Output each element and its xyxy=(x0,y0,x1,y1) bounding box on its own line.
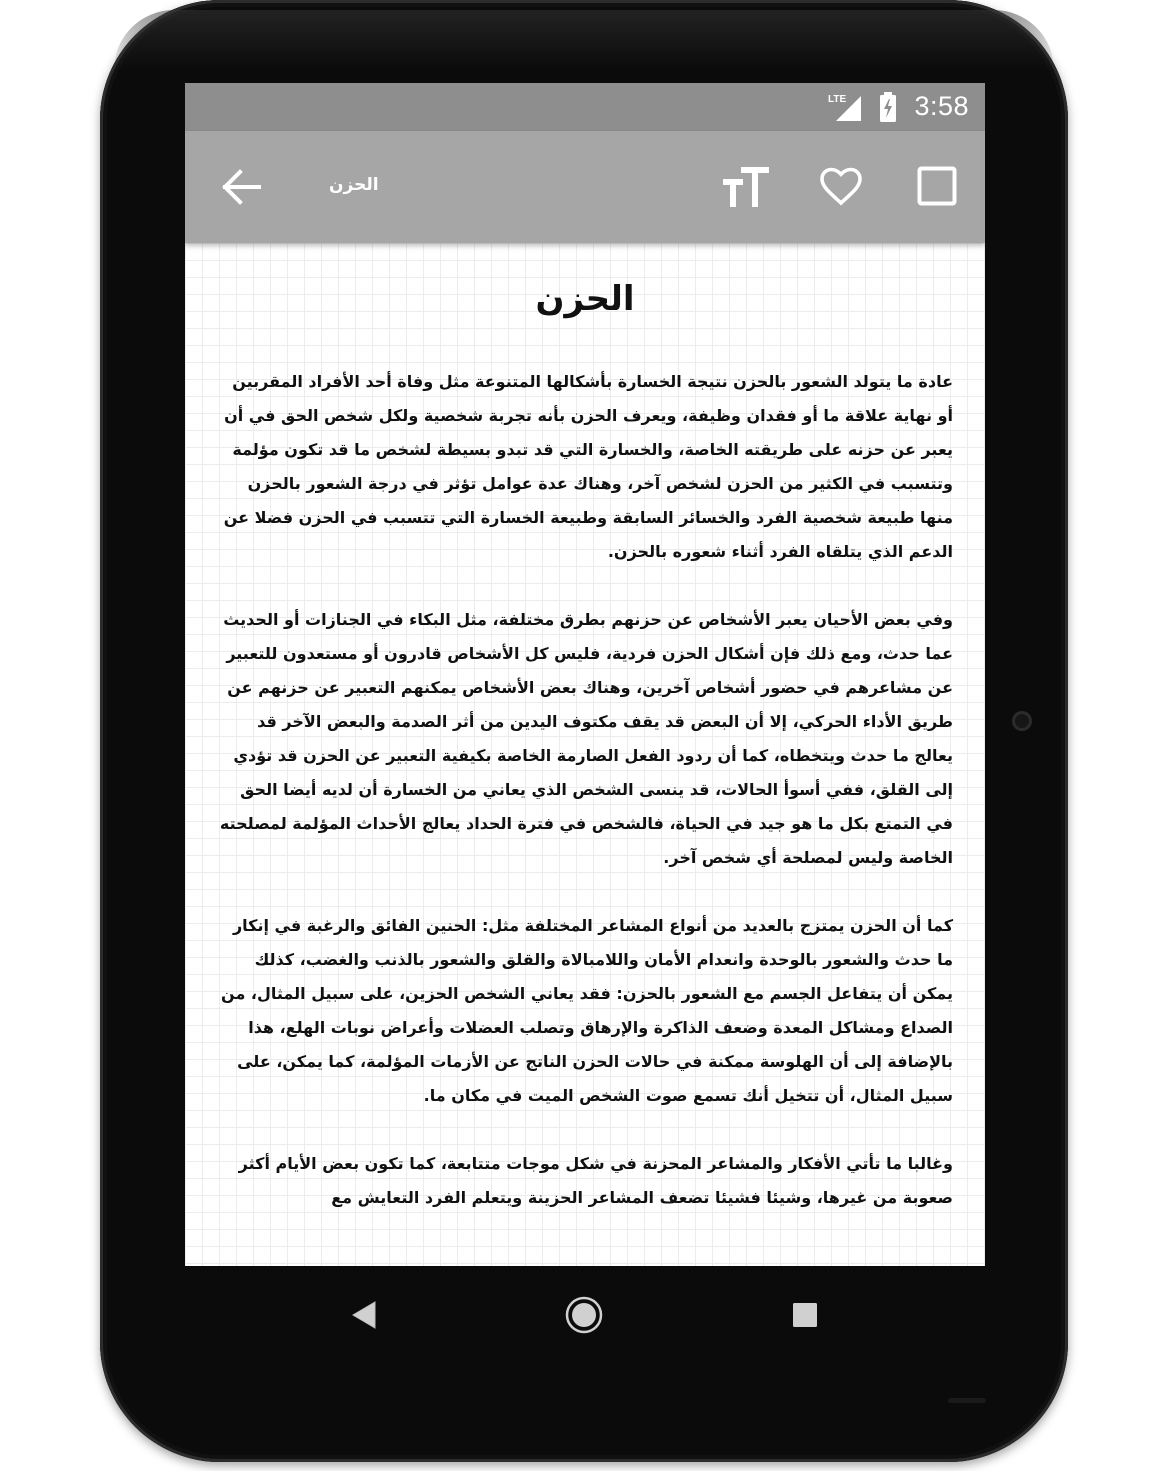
status-bar xyxy=(185,83,985,131)
speaker-grille xyxy=(948,1398,986,1403)
app-title: الحزن xyxy=(329,175,379,195)
article-scroll-area[interactable] xyxy=(185,243,985,1266)
article-paragraph: وفي بعض الأحيان يعبر الأشخاص عن حزنهم بطرق مختلفة، مثل البكاء في الجنازات أو الحديث عما حدث، ومع ذلك فإن أشكال الحزن فردية، فليس كل الأشخاص قادرون أو مستعدون للتعبير عن مشاعرهم في حضور أشخاص آخرين، وهناك بعض الأشخاص يمكنهم التعبير عن حزنهم عن طريق الأداء الحركي، إلا أن البعض قد يقف مكتوف اليدين من أثر الصدمة والبعض الآخر قد يعالج ما حدث ويتخطاه، كما أن ردود الفعل الصارمة الخاصة بكيفية التعبير عن الحزن قد تؤدي إلى القلق، ففي أسوأ الحالات، قد ينسى الشخص الذي يعاني من الخسارة أن لديه أيضا الحق في التمتع بكل ما هو جيد في الحياة، فالشخص في فترة الحداد يعالج الأحداث المؤلمة لمصلحته الخاصة وليس لمصلحة أي شخص آخر. xyxy=(219,610,953,867)
favorite-button[interactable] xyxy=(819,165,863,209)
navigation-bar xyxy=(185,1266,985,1362)
arrow-left-icon xyxy=(225,172,259,202)
text-size-icon xyxy=(723,167,769,207)
article-paragraph: كما أن الحزن يمتزج بالعديد من أنواع المشاعر المختلفة مثل: الحنين الفائق والرغبة في إنكار ما حدث والشعور بالوحدة وانعدام الأمان واللامبالاة والقلق والشعور بالذنب والغضب، كذلك يمكن أن يتفاعل الجسم مع الشعور بالحزن: فقد يعاني الشخص الحزين، على سبيل المثال، من الصداع ومشاكل المعدة وضعف الذاكرة والإرهاق وتصلب العضلات وأعراض نوبات الهلع، هذا بالإضافة إلى أن الهلوسة ممكنة في حالات الحزن الناتج عن الأزمات المؤلمة، كما يمكن، على سبيل المثال، أن تتخيل أنك تسمع صوت الشخص الميت في مكان ما. xyxy=(221,916,953,1105)
nav-home-button[interactable] xyxy=(565,1296,603,1334)
square-outline-icon xyxy=(920,169,955,204)
article-paragraph: عادة ما يتولد الشعور بالحزن نتيجة الخسارة بأشكالها المتنوعة مثل وفاة أحد الأفراد المقربين أو نهاية علاقة ما أو فقدان وظيفة، ويعرف الحزن بأنه تجربة شخصية ولكل شخص الحق في أن يعبر عن حزنه على طريقته الخاصة، والخسارة التي قد تبدو بسيطة لشخص ما قد تكون مؤلمة وتتسبب في الكثير من الحزن لشخص آخر، وهناك عدة عوامل تؤثر في درجة الشعور بالحزن منها طبيعة شخصية الفرد والخسائر السابقة وطبيعة الخسارة التي تتسبب في الحزن فضلا عن الدعم الذي يتلقاه الفرد أثناء شعوره بالحزن. xyxy=(223,372,953,561)
nav-home-icon xyxy=(567,1298,601,1332)
nav-recent-button[interactable] xyxy=(792,1302,818,1328)
signal-icon xyxy=(827,92,863,122)
square-toggle-button[interactable] xyxy=(917,166,957,206)
tablet-frame-highlight xyxy=(114,10,1054,70)
nav-back-icon xyxy=(353,1302,375,1328)
app-bar xyxy=(185,131,985,243)
camera-lens xyxy=(1012,711,1032,731)
status-time: 3:58 xyxy=(914,91,969,121)
article-paragraph: وغالبا ما تأتي الأفكار والمشاعر المحزنة في شكل موجات متتابعة، كما تكون بعض الأيام أكثر صعوبة من غيرها، وشيئا فشيئا تضعف المشاعر الحزينة ويتعلم الفرد التعايش مع xyxy=(238,1154,953,1207)
nav-back-button[interactable] xyxy=(351,1300,377,1330)
font-size-button[interactable] xyxy=(723,165,769,209)
article-title: الحزن xyxy=(535,279,635,319)
back-button[interactable] xyxy=(219,167,263,207)
battery-charging-icon xyxy=(879,92,897,122)
heart-outline-icon xyxy=(822,170,860,204)
network-label: LTE xyxy=(828,94,847,105)
nav-recent-icon xyxy=(793,1303,817,1327)
device-screen xyxy=(185,83,985,1266)
article-body xyxy=(215,365,953,1249)
